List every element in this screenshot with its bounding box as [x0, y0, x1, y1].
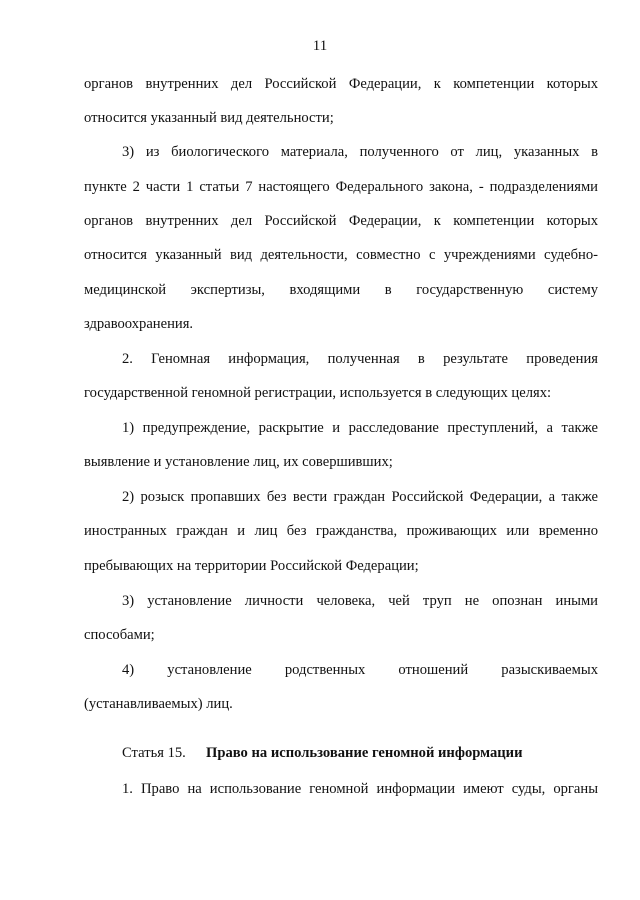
page-number: 11 [312, 38, 328, 54]
text-line: относится указанный вид деятельности; [84, 110, 334, 126]
text-line: 3) из биологического материала, полученного от лиц, указанных в [122, 144, 598, 160]
article-label: Статья 15. [122, 745, 186, 761]
text-line: 1. Право на использование геномной информации имеют суды, органы [122, 781, 598, 797]
text-line: способами; [84, 627, 155, 643]
article-heading [122, 744, 523, 762]
text-line: 1) предупреждение, раскрытие и расследование преступлений, а также [122, 420, 598, 436]
text-line: пребывающих на территории Российской Федерации; [84, 558, 419, 574]
text-line: органов внутренних дел Российской Федерации, к компетенции которых [84, 76, 598, 92]
text-line: органов внутренних дел Российской Федерации, к компетенции которых [84, 213, 598, 229]
text-line: выявление и установление лиц, их совершивших; [84, 454, 393, 470]
text-line: государственной геномной регистрации, используется в следующих целях: [84, 385, 552, 401]
text-line: 3) установление личности человека, чей труп не опознан иными [122, 593, 598, 609]
article-title: Право на использование геномной информации [206, 745, 523, 761]
text-line: 2. Геномная информация, полученная в результате проведения [122, 351, 598, 367]
text-line: 4) установление родственных отношений разыскиваемых [122, 662, 598, 678]
text-line: здравоохранения. [84, 316, 194, 332]
text-line: (устанавливаемых) лиц. [84, 696, 233, 712]
text-line: 2) розыск пропавших без вести граждан Российской Федерации, а также [122, 489, 598, 505]
text-line: медицинской экспертизы, входящими в государственную систему [84, 282, 598, 298]
text-line: пункте 2 части 1 статьи 7 настоящего Федерального закона, - подразделениями [84, 179, 598, 195]
text-line: относится указанный вид деятельности, совместно с учреждениями судебно- [84, 247, 598, 263]
text-line: иностранных граждан и лиц без гражданства, проживающих или временно [84, 523, 598, 539]
